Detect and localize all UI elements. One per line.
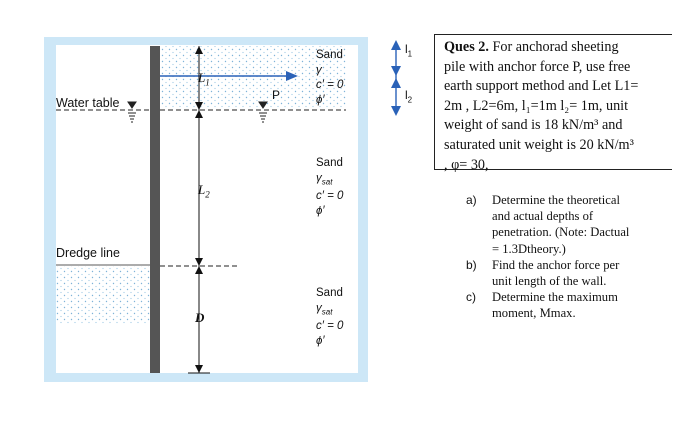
side-dimension-arrows <box>391 40 401 116</box>
side-l1-label: $l_1$ <box>405 42 413 59</box>
water-table-label: Water table <box>56 96 120 110</box>
question-text: Ques 2. For anchorad sheeting pile with anchor force P, use free earth support method and Let L1= 2m , L2=6m, l₁=1m l₂= 1m, unit weight of sand is 18 kN/m³ and saturated unit weight is 20 kN/m³ , φ= 30, <box>444 39 639 173</box>
l1-dimension-label: $L_1$ <box>198 70 210 88</box>
layer-1-properties: Sand γ c′ = 0 ϕ′ <box>316 49 344 106</box>
d-dimension-label: D <box>195 310 205 325</box>
layer-3-properties: Sand $\gamma_{sat}$ c′ = 0 ϕ′ <box>316 287 344 348</box>
sand-left-passive-zone <box>56 266 150 324</box>
layer-2-properties: Sand $\gamma_{sat}$ c′ = 0 ϕ′ <box>316 157 344 218</box>
anchor-force-label: P <box>272 88 281 102</box>
subquestion-c: c) Determine the maximum moment, Mmax. <box>466 290 618 321</box>
subquestion-list <box>466 192 681 322</box>
l2-dimension-label: $L_2$ <box>198 182 210 200</box>
subquestion-a: a) Determine the theoretical and actual depths of penetration. (Note: Dactual = 1.3Dtheory.) <box>466 193 630 256</box>
dredge-line-label: Dredge line <box>56 246 120 260</box>
side-l2-label: $l_2$ <box>405 88 413 105</box>
question-title: Ques 2. <box>444 39 489 55</box>
subquestion-b: b) Find the anchor force per unit length of the wall. <box>466 257 620 289</box>
sheet-pile <box>150 46 160 373</box>
